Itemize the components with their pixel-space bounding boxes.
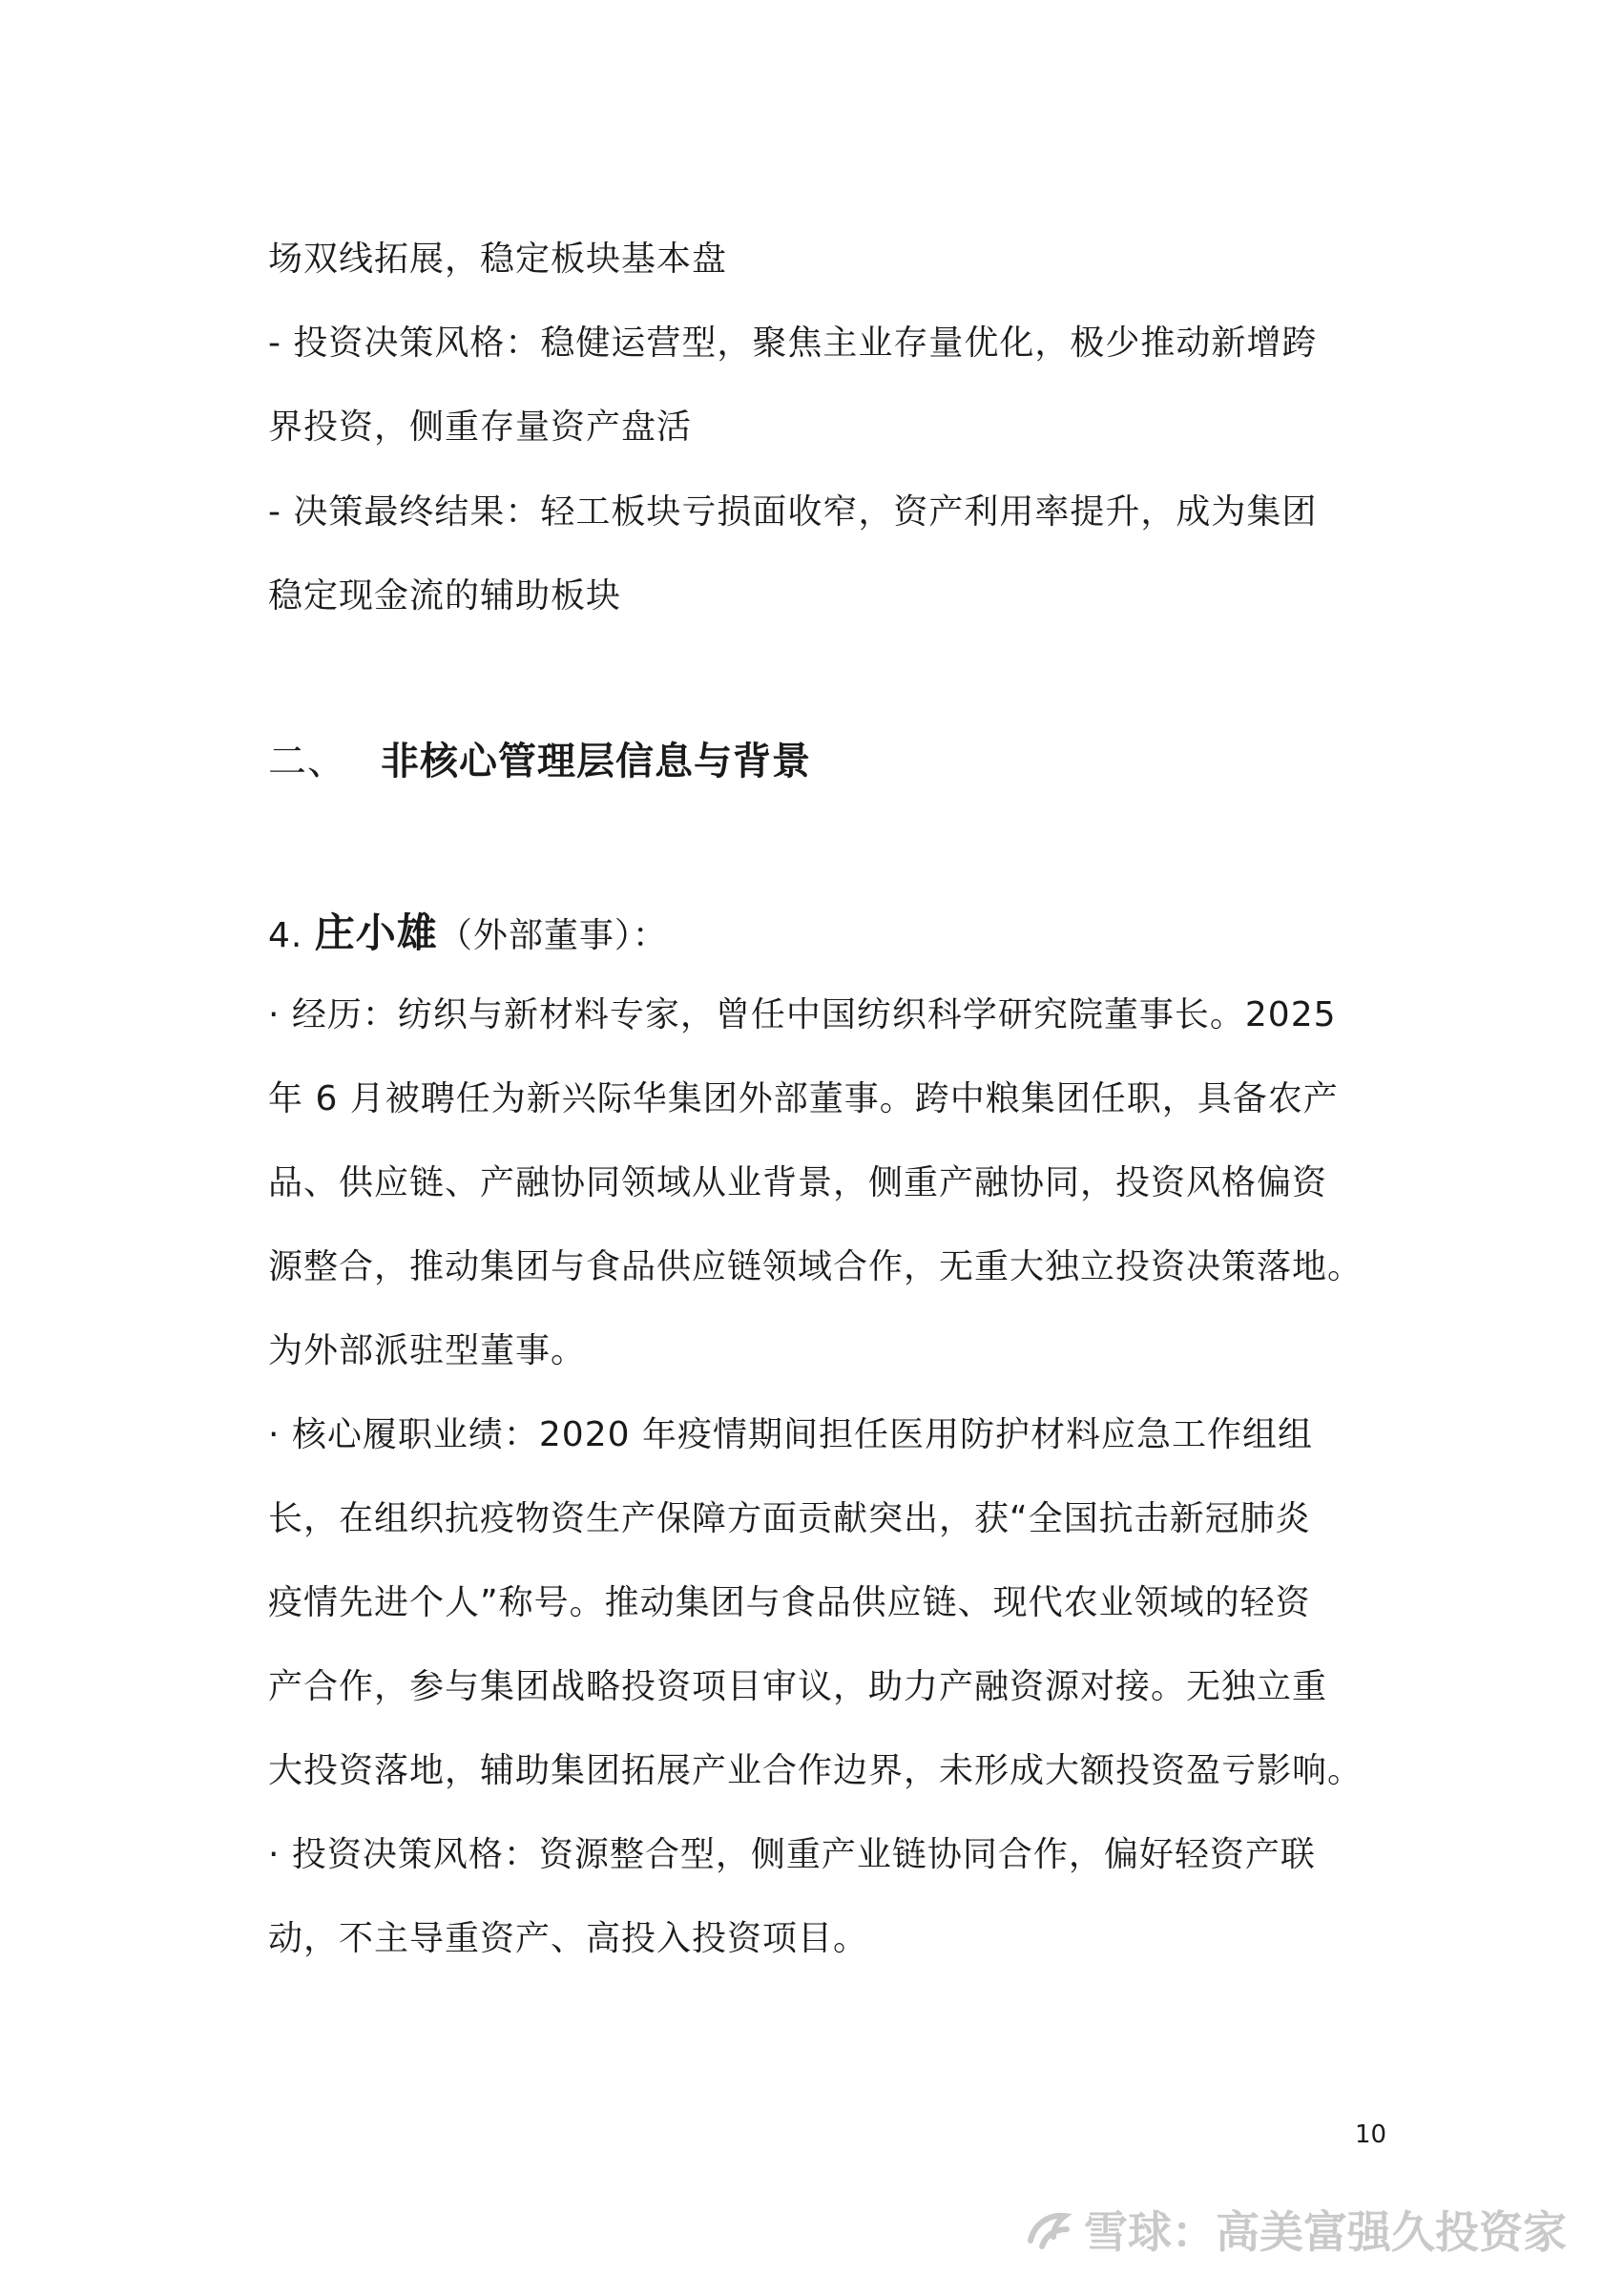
text-line: 长，在组织抗疫物资生产保障方面贡献突出，获“全国抗击新冠肺炎 [268,1499,1311,1538]
person-index: 4. [268,916,315,955]
section-title: 非核心管理层信息与背景 [381,740,811,783]
person-name: 庄小雄 [314,909,438,956]
text-line: · 核心履职业绩：2020 年疫情期间担任医用防护材料应急工作组组 [268,1415,1313,1454]
text-line: 疫情先进个人”称号。推动集团与食品供应链、现代农业领域的轻资 [268,1583,1311,1622]
snowball-logo-icon [1021,2203,1074,2256]
text-line: 大投资落地，辅助集团拓展产业合作边界，未形成大额投资盈亏影响。 [268,1751,1364,1790]
text-line: - 投资决策风格：稳健运营型，聚焦主业存量优化，极少推动新增跨 [268,324,1318,363]
text-line: 品、供应链、产融协同领域从业背景，侧重产融协同，投资风格偏资 [268,1163,1328,1202]
text-line: 源整合，推动集团与食品供应链领域合作，无重大独立投资决策落地。 [268,1247,1364,1286]
text-line: 为外部派驻型董事。 [268,1331,587,1370]
text-line: 界投资，侧重存量资产盘活 [268,407,693,447]
text-line: 年 6 月被聘任为新兴际华集团外部董事。跨中粮集团任职，具备农产 [268,1079,1339,1118]
text-line: · 经历：纺织与新材料专家，曾任中国纺织科学研究院董事长。2025 [268,995,1337,1034]
text-line: 场双线拓展，稳定板块基本盘 [268,240,728,279]
text-line: 动，不主导重资产、高投入投资项目。 [268,1919,869,1958]
text-line: 产合作，参与集团战略投资项目审议，助力产融资源对接。无独立重 [268,1667,1328,1706]
text-line: 稳定现金流的辅助板块 [268,576,622,616]
section-number: 二、 [268,740,346,783]
text-line: - 决策最终结果：轻工板块亏损面收窄，资产利用率提升，成为集团 [268,492,1318,532]
page-number: 10 [1355,2120,1387,2149]
person-heading [268,908,668,961]
section-heading [268,737,811,786]
watermark [1021,2201,1567,2258]
person-role: （外部董事）： [437,916,668,955]
watermark-text: 雪球：高美富强久投资家 [1084,2206,1567,2258]
text-line: · 投资决策风格：资源整合型，侧重产业链协同合作，偏好轻资产联 [268,1835,1316,1874]
